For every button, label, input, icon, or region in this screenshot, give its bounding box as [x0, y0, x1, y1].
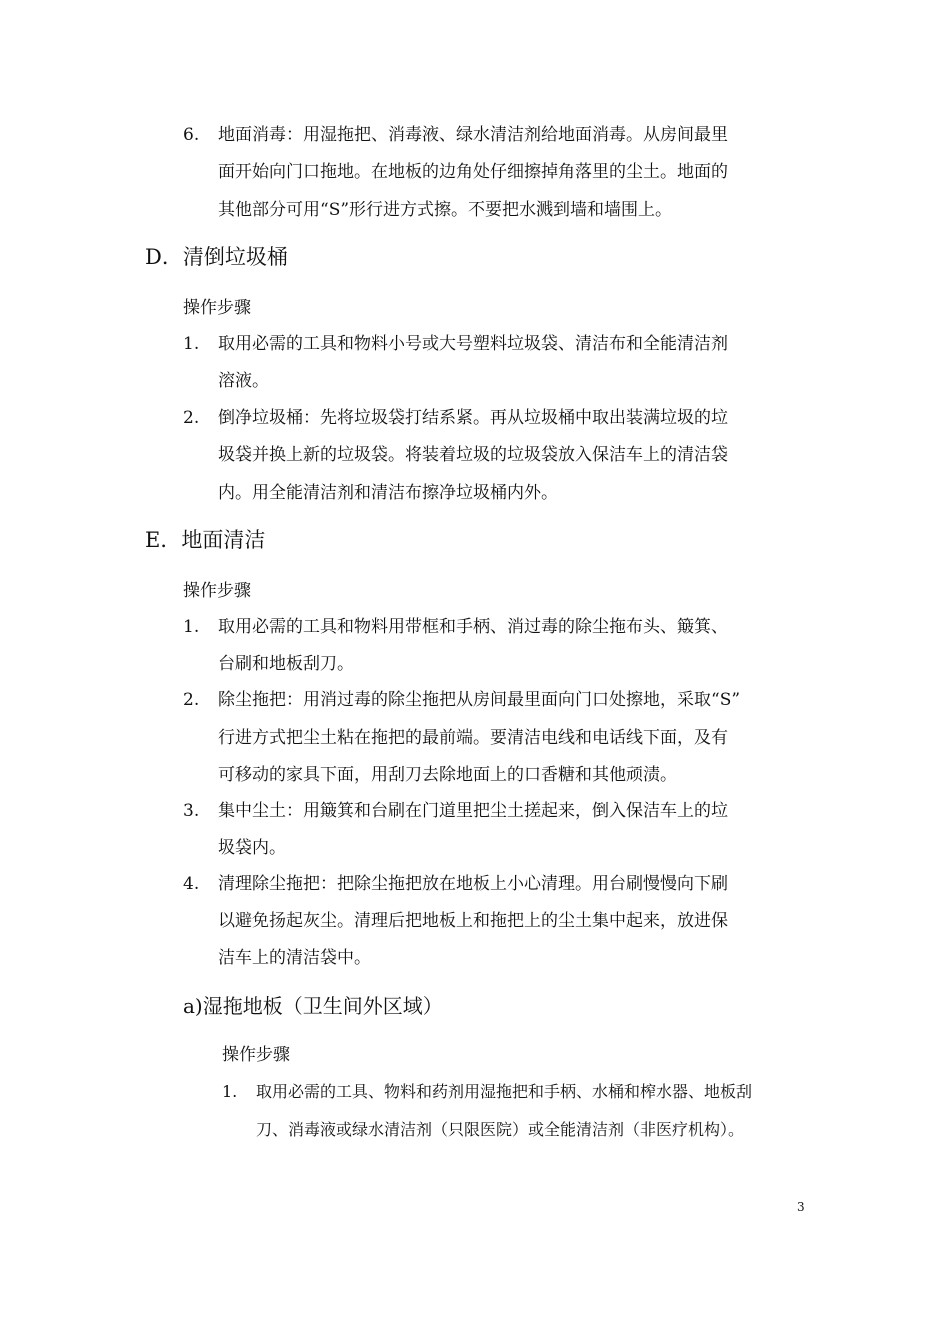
- list-line: 圾袋并换上新的垃圾袋。将装着垃圾的垃圾袋放入保洁车上的清洁袋: [218, 445, 728, 465]
- list-line: 以避免扬起灰尘。清理后把地板上和拖把上的尘土集中起来，放进保: [218, 911, 728, 931]
- list-line: 取用必需的工具和物料小号或大号塑料垃圾袋、清洁布和全能清洁剂: [218, 334, 728, 354]
- list-line: 台刷和地板刮刀。: [218, 654, 354, 674]
- list-line: 地面消毒：用湿拖把、消毒液、绿水清洁剂给地面消毒。从房间最里: [218, 125, 728, 145]
- list-number: 2.: [183, 690, 200, 710]
- list-line: 面开始向门口拖地。在地板的边角处仔细擦掉角落里的尘土。地面的: [218, 162, 728, 182]
- list-number: 6.: [183, 125, 200, 145]
- list-line: 其他部分可用“S”形行进方式擦。不要把水溅到墙和墙围上。: [218, 200, 673, 220]
- list-line: 集中尘土：用簸箕和台刷在门道里把尘土搓起来，倒入保洁车上的垃: [218, 801, 728, 821]
- list-line: 洁车上的清洁袋中。: [218, 948, 371, 968]
- list-number: 1.: [183, 334, 200, 354]
- list-number: 4.: [183, 874, 200, 894]
- list-line: 行进方式把尘土粘在拖把的最前端。要清洁电线和电话线下面，及有: [218, 728, 728, 748]
- list-number: 2.: [183, 408, 200, 428]
- list-line: 除尘拖把：用消过毒的除尘拖把从房间最里面向门口处擦地，采取“S”: [218, 690, 741, 710]
- subsection-heading: a)湿拖地板（卫生间外区域）: [183, 994, 443, 1018]
- list-number: 3.: [183, 801, 200, 821]
- list-line: 取用必需的工具和物料用带框和手柄、消过毒的除尘拖布头、簸箕、: [218, 617, 728, 637]
- list-line: 可移动的家具下面，用刮刀去除地面上的口香糖和其他顽渍。: [218, 765, 677, 785]
- list-line: 取用必需的工具、物料和药剂用湿拖把和手柄、水桶和榨水器、地板刮: [256, 1082, 753, 1101]
- list-number: 1.: [183, 617, 200, 637]
- steps-label: 操作步骤: [183, 298, 251, 318]
- list-line: 倒净垃圾桶：先将垃圾袋打结系紧。再从垃圾桶中取出装满垃圾的垃: [218, 408, 728, 428]
- list-line: 清理除尘拖把：把除尘拖把放在地板上小心清理。用台刷慢慢向下刷: [218, 874, 728, 894]
- page-number: 3: [797, 1200, 805, 1214]
- section-heading-e: E．地面清洁: [145, 528, 266, 552]
- list-line: 圾袋内。: [218, 838, 286, 858]
- list-line: 刀、消毒液或绿水清洁剂（只限医院）或全能清洁剂（非医疗机构）。: [256, 1120, 745, 1139]
- section-heading-d: D．清倒垃圾桶: [145, 245, 288, 269]
- steps-label: 操作步骤: [183, 581, 251, 601]
- steps-label: 操作步骤: [222, 1045, 290, 1065]
- list-line: 内。用全能清洁剂和清洁布擦净垃圾桶内外。: [218, 483, 558, 503]
- list-number: 1.: [222, 1082, 238, 1101]
- list-line: 溶液。: [218, 371, 269, 391]
